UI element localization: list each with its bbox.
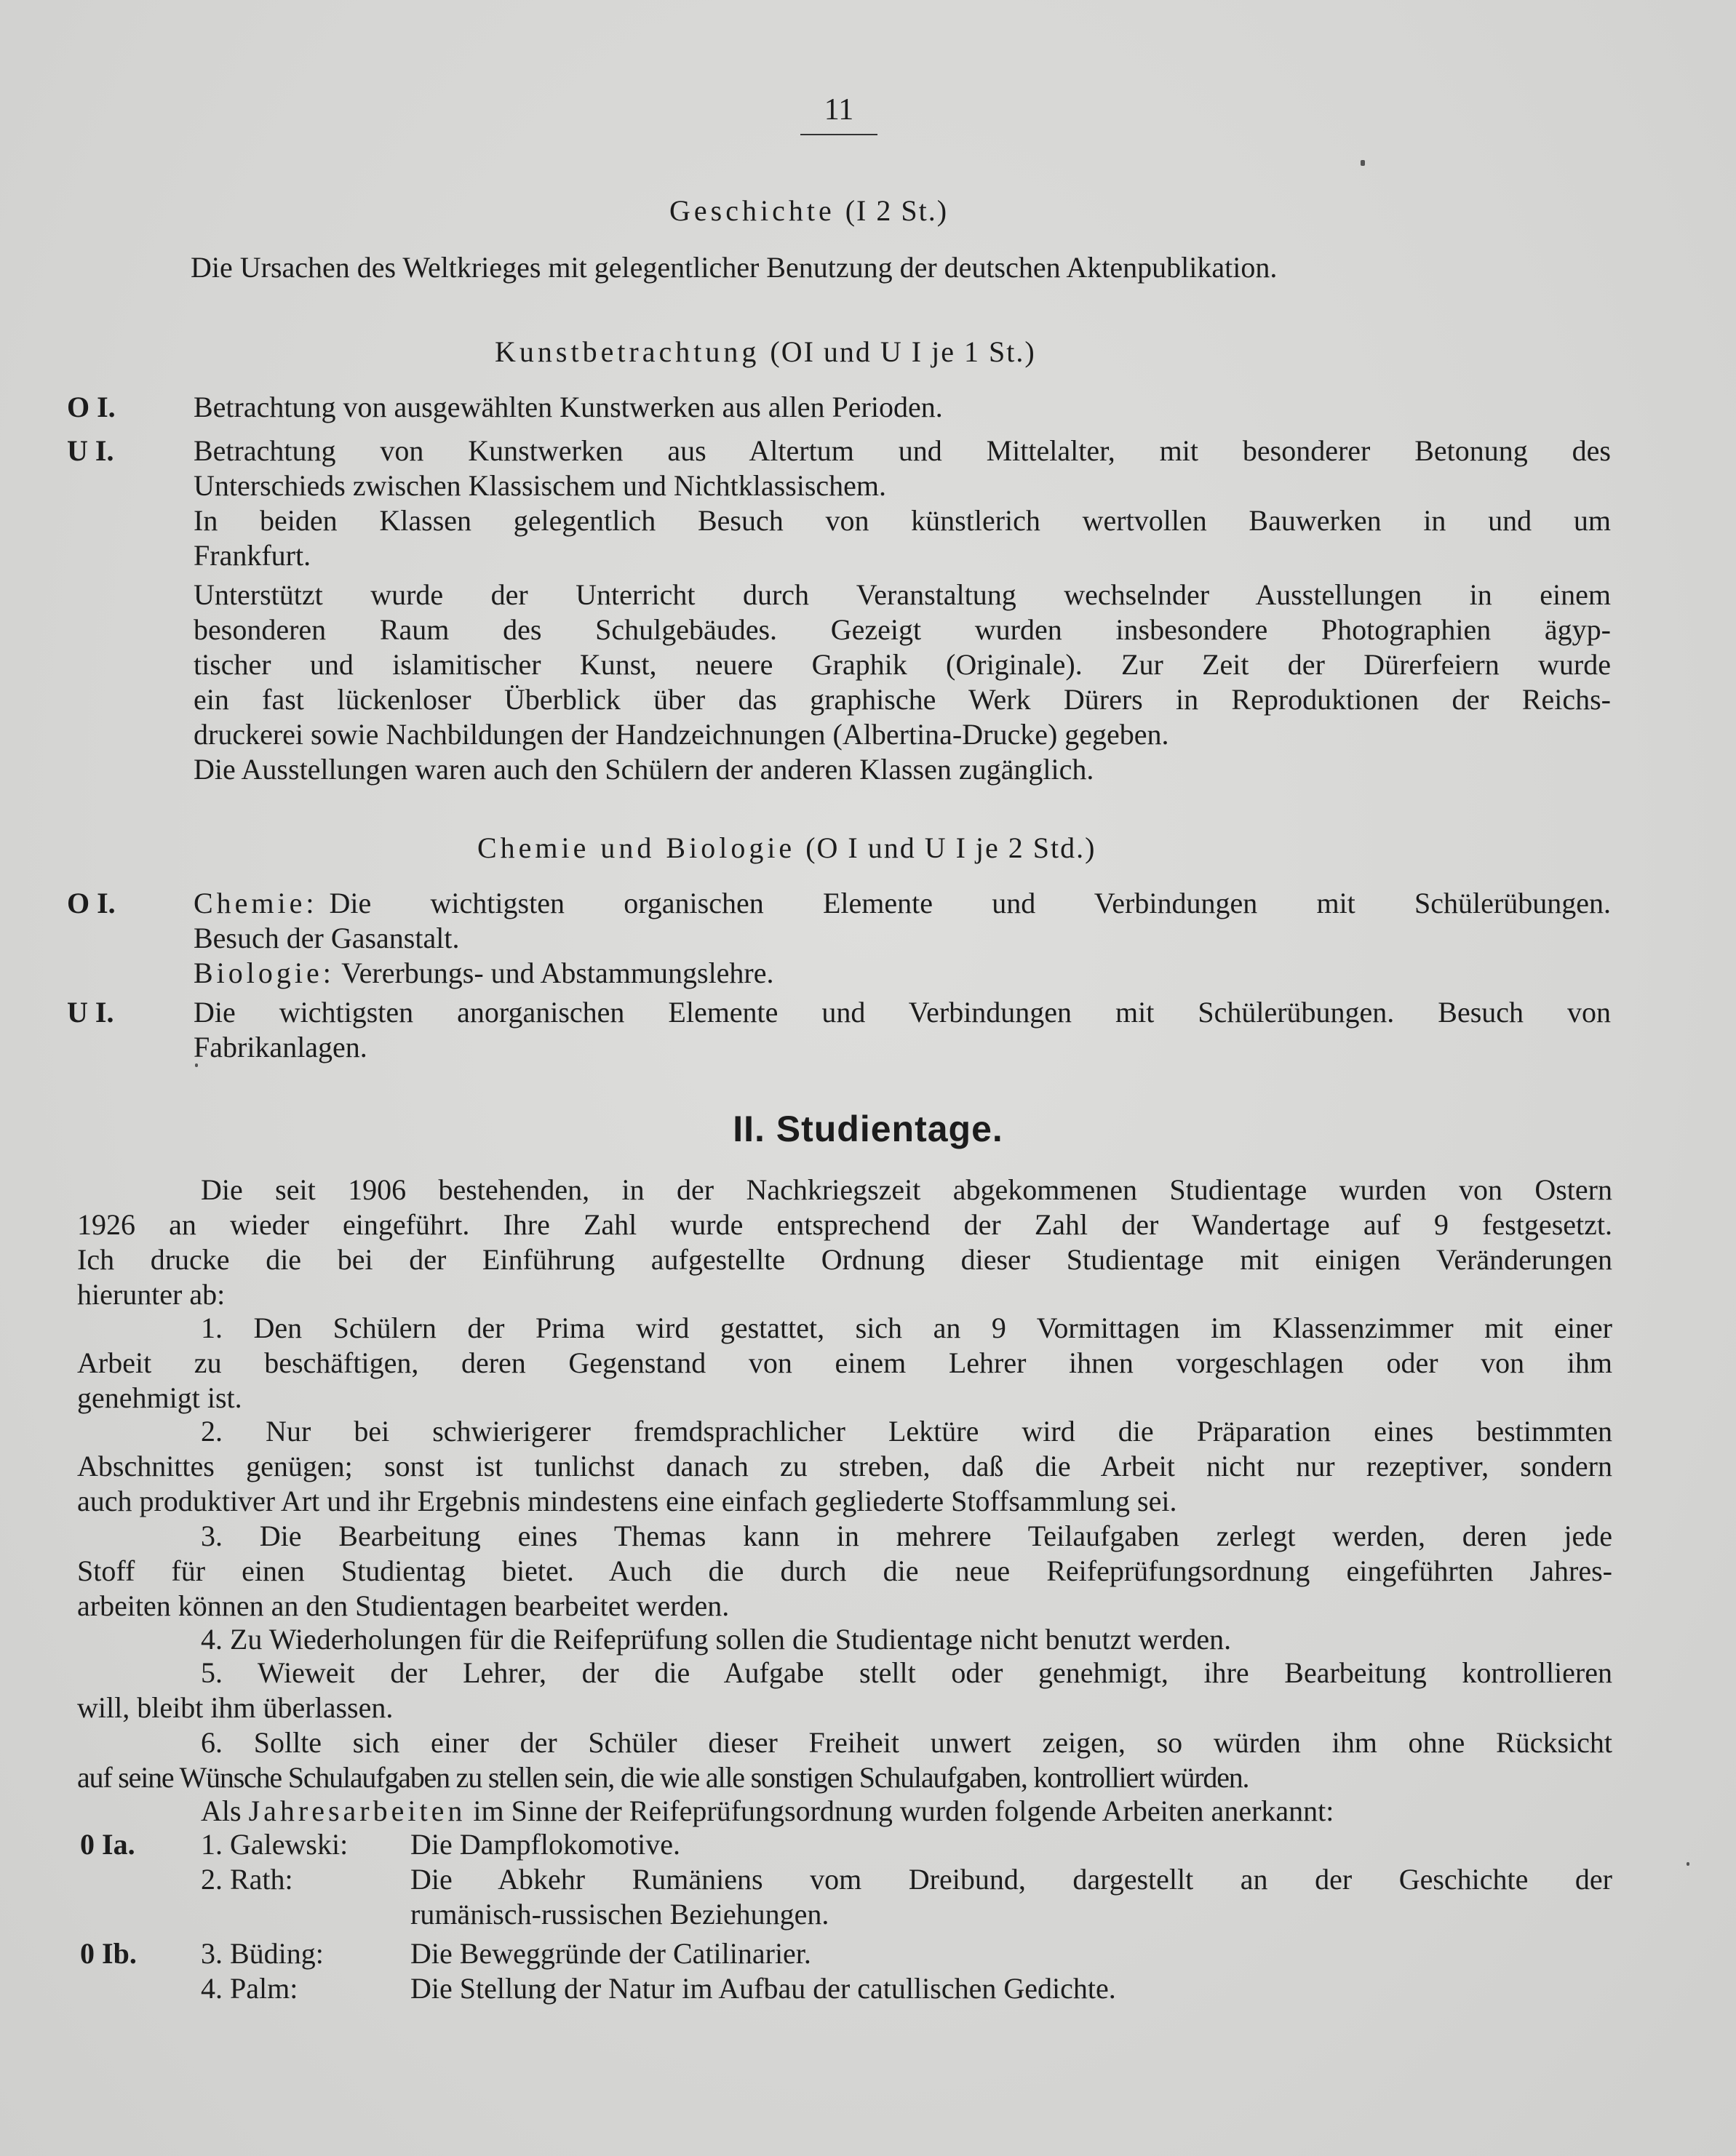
geschichte-heading xyxy=(669,193,948,228)
work-3-author: 3. Büding: xyxy=(201,1937,324,1970)
rule-6-line-1: 6. Sollte sich einer der Schüler dieser Freiheit unwert zeigen, so würden ihm ohne Rücksicht xyxy=(201,1726,1612,1759)
biologie-text: Vererbungs- und Abstammungslehre. xyxy=(341,957,774,989)
chemie-oi-line-3 xyxy=(194,956,774,991)
rule-2-line-2: Abschnittes genügen; sonst ist tunlichst danach zu streben, daß die Arbeit nicht nur rezeptiver, sondern xyxy=(77,1450,1612,1482)
intro-line-4: hierunter ab: xyxy=(77,1278,226,1311)
chemie-heading-hours: (O I und U I je 2 Std.) xyxy=(805,831,1096,864)
kunst-exhibit-line-2: besonderen Raum des Schulgebäudes. Gezeigt wurden insbesondere Photographien ägyp- xyxy=(194,613,1611,646)
kunst-ui-label: U I. xyxy=(67,434,114,467)
scan-speck xyxy=(1687,1862,1689,1866)
biologie-term: Biologie: xyxy=(194,957,335,989)
rule-2-line-3: auch produktiver Art und ihr Ergebnis mindestens eine einfach gegliederte Stoffsammlung sei. xyxy=(77,1485,1177,1517)
work-4-author: 4. Palm: xyxy=(201,1972,298,2005)
chemie-heading xyxy=(477,831,1096,866)
kunst-heading-hours: (OI und U I je 1 St.) xyxy=(770,335,1036,368)
rule-3-line-3: arbeiten können an den Studientagen bearbeitet werden. xyxy=(77,1589,730,1622)
chemie-term: Chemie: xyxy=(194,887,318,919)
scan-speck xyxy=(195,1063,198,1067)
kunst-exhibit-line-6: Die Ausstellungen waren auch den Schülern der anderen Klassen zugänglich. xyxy=(194,753,1094,786)
rule-1-line-2: Arbeit zu beschäftigen, deren Gegenstand von einem Lehrer ihnen vorgeschlagen oder von ihm xyxy=(77,1346,1612,1379)
oib-label: 0 Ib. xyxy=(80,1937,137,1970)
chemie-oi-label: O I. xyxy=(67,887,116,919)
rule-6-line-2: auf seine Wünsche Schulaufgaben zu stellen sein, die wie alle sonstigen Schulaufgaben, kontrolliert würden. xyxy=(77,1761,1249,1794)
geschichte-text: Die Ursachen des Weltkrieges mit gelegentlicher Benutzung der deutschen Aktenpublikation. xyxy=(191,251,1278,284)
chemie-oi-line-2: Besuch der Gasanstalt. xyxy=(194,922,460,954)
rule-3-line-1: 3. Die Bearbeitung eines Themas kann in mehrere Teilaufgaben zerlegt werden, deren jede xyxy=(201,1520,1612,1552)
kunst-ui-line-4: Frankfurt. xyxy=(194,539,311,572)
rule-4-line-1: 4. Zu Wiederholungen für die Reifeprüfung sollen die Studientage nicht benutzt werden. xyxy=(201,1623,1232,1656)
work-3-title: Die Beweggründe der Catilinarier. xyxy=(410,1937,811,1970)
section-title-studientage: II. Studientage. xyxy=(733,1109,1003,1149)
work-2-title-line-1: Die Abkehr Rumäniens vom Dreibund, dargestellt an der Geschichte der xyxy=(410,1863,1612,1896)
jahresarbeiten-intro xyxy=(201,1794,1334,1829)
oia-label: 0 Ia. xyxy=(80,1828,135,1861)
rule-1-line-3: genehmigt ist. xyxy=(77,1381,242,1414)
rule-1-line-1: 1. Den Schülern der Prima wird gestattet, sich an 9 Vormittagen im Klassenzimmer mit einer xyxy=(201,1311,1612,1344)
intro-line-2: 1926 an wieder eingeführt. Ihre Zahl wurde entsprechend der Zahl der Wandertage auf 9 festgesetzt. xyxy=(77,1208,1612,1241)
rule-5-line-1: 5. Wieweit der Lehrer, der die Aufgabe stellt oder genehmigt, ihre Bearbeitung kontrollieren xyxy=(201,1656,1612,1689)
kunst-exhibit-line-4: ein fast lückenloser Überblick über das graphische Werk Dürers in Reproduktionen der Reichs- xyxy=(194,683,1611,716)
jahresarbeiten-intro-c: im Sinne der Reifeprüfungsordnung wurden folgende Arbeiten anerkannt: xyxy=(473,1794,1334,1827)
kunst-ui-line-1: Betrachtung von Kunstwerken aus Altertum und Mittelalter, mit besonderer Betonung des xyxy=(194,434,1611,467)
kunst-oi-label: O I. xyxy=(67,391,116,423)
kunst-ui-line-2: Unterschieds zwischen Klassischem und Nichtklassischem. xyxy=(194,469,887,502)
kunst-heading-subject: Kunstbetrachtung xyxy=(495,335,760,368)
geschichte-heading-subject: Geschichte xyxy=(669,194,835,227)
intro-line-1: Die seit 1906 bestehenden, in der Nachkriegszeit abgekommenen Studientage wurden von Ostern xyxy=(201,1173,1612,1206)
chemie-heading-subject: Chemie und Biologie xyxy=(477,831,796,864)
intro-line-3: Ich drucke die bei der Einführung aufgestellte Ordnung dieser Studientage mit einigen Veränderungen xyxy=(77,1243,1612,1276)
kunst-heading xyxy=(495,335,1036,370)
kunst-ui-line-3: In beiden Klassen gelegentlich Besuch von künstlerich wertvollen Bauwerken in und um xyxy=(194,504,1611,537)
kunst-exhibit-line-3: tischer und islamitischer Kunst, neuere Graphik (Originale). Zur Zeit der Dürerfeiern wurde xyxy=(194,648,1611,681)
page-number: 11 xyxy=(800,92,877,135)
kunst-exhibit-line-1: Unterstützt wurde der Unterricht durch Veranstaltung wechselnder Ausstellungen in einem xyxy=(194,578,1611,611)
kunst-exhibit-line-5: druckerei sowie Nachbildungen der Handzeichnungen (Albertina-Drucke) gegeben. xyxy=(194,718,1169,751)
chemie-ui-line-2: Fabrikanlagen. xyxy=(194,1031,367,1063)
work-2-title-line-2: rumänisch-russischen Beziehungen. xyxy=(410,1898,829,1931)
chemie-oi-text: Die wichtigsten organischen Elemente und Verbindungen mit Schülerübungen. xyxy=(329,887,1611,919)
chemie-ui-line-1: Die wichtigsten anorganischen Elemente und Verbindungen mit Schülerübungen. Besuch von xyxy=(194,996,1611,1029)
work-1-author: 1. Galewski: xyxy=(201,1828,349,1861)
geschichte-heading-hours: (I 2 St.) xyxy=(845,194,949,227)
scan-speck xyxy=(1361,160,1365,166)
rule-5-line-2: will, bleibt ihm überlassen. xyxy=(77,1691,394,1724)
rule-3-line-2: Stoff für einen Studientag bietet. Auch die durch die neue Reifeprüfungsordnung eingeführten Jahres- xyxy=(77,1554,1612,1587)
kunst-oi-text: Betrachtung von ausgewählten Kunstwerken aus allen Perioden. xyxy=(194,391,943,423)
chemie-ui-label: U I. xyxy=(67,996,114,1029)
jahresarbeiten-term: Jahresarbeiten xyxy=(248,1794,466,1827)
work-2-author: 2. Rath: xyxy=(201,1863,293,1896)
jahresarbeiten-intro-a: Als xyxy=(201,1794,242,1827)
chemie-oi-line-1 xyxy=(194,886,1611,921)
rule-2-line-1: 2. Nur bei schwierigerer fremdsprachlicher Lektüre wird die Präparation eines bestimmten xyxy=(201,1415,1612,1448)
work-1-title: Die Dampflokomotive. xyxy=(410,1828,681,1861)
work-4-title: Die Stellung der Natur im Aufbau der catullischen Gedichte. xyxy=(410,1972,1116,2005)
